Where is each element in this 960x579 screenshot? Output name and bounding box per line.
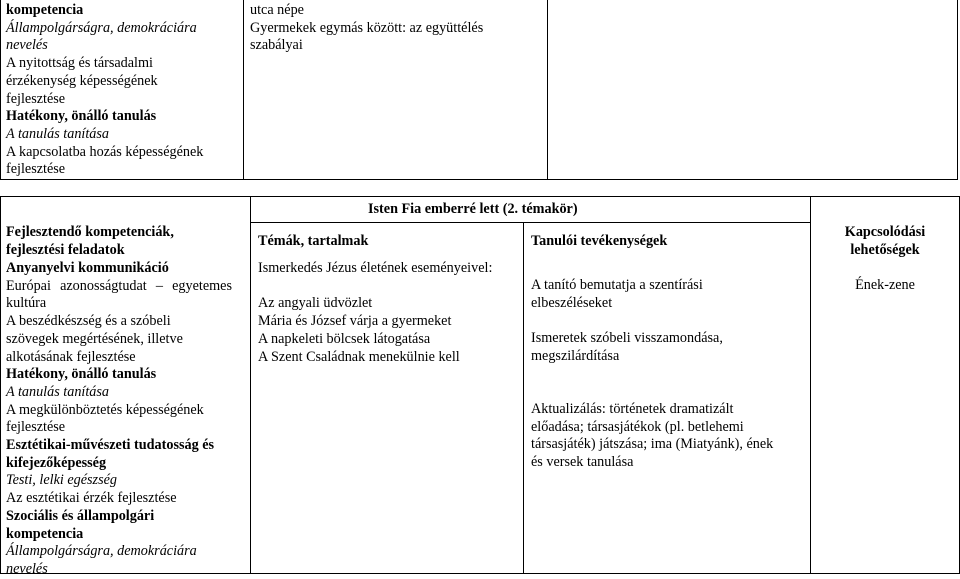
header-connections-line-2: lehetőségek bbox=[850, 241, 920, 258]
competency-line: nevelés bbox=[6, 560, 48, 577]
competency-line-word: egyetemes bbox=[172, 277, 232, 294]
topic-line: A Szent Családnak menekülnie kell bbox=[258, 348, 460, 365]
main-table-divider-3 bbox=[810, 196, 811, 574]
topic-line: Gyermekek egymás között: az együttélés bbox=[250, 19, 484, 36]
competency-line: kompetencia bbox=[6, 2, 84, 18]
top-table-divider-1 bbox=[243, 0, 244, 180]
competency-line: A megkülönböztetés képességének bbox=[6, 401, 204, 418]
competency-line: fejlesztése bbox=[6, 90, 66, 107]
top-table-right-border bbox=[957, 0, 958, 180]
connections-cell bbox=[816, 277, 954, 295]
competency-line: fejlesztése bbox=[6, 419, 66, 436]
competency-line: kultúra bbox=[6, 295, 47, 312]
competencies-cell bbox=[6, 260, 232, 579]
competency-line: alkotásának fejlesztése bbox=[6, 348, 136, 365]
header-competencies-line-2: fejlesztési feladatok bbox=[6, 241, 125, 258]
header-activities: Tanulói tevékenységek bbox=[531, 233, 668, 249]
topic-line: Az angyali üdvözlet bbox=[258, 295, 373, 312]
top-table-left-border bbox=[0, 0, 1, 180]
top-table-divider-2 bbox=[547, 0, 548, 180]
activities-cell bbox=[531, 277, 773, 472]
competency-line: fejlesztése bbox=[6, 161, 66, 178]
competency-line-word: – bbox=[155, 277, 163, 294]
competency-line: nevelés bbox=[6, 37, 48, 54]
topic-title: Isten Fia emberré lett (2. témakör) bbox=[368, 201, 578, 217]
header-topics: Témák, tartalmak bbox=[258, 233, 369, 249]
competency-line: szövegek megértésének, illetve bbox=[6, 330, 183, 347]
competency-line: érzékenység képességének bbox=[6, 72, 158, 89]
competency-line: Állampolgárságra, demokráciára bbox=[6, 543, 197, 560]
activity-line: megszilárdítása bbox=[531, 347, 620, 364]
main-table-divider-1 bbox=[250, 196, 251, 574]
competency-line: kompetencia bbox=[6, 525, 84, 542]
topic-line: Mária és József várja a gyermeket bbox=[258, 313, 452, 330]
competency-line: A kapcsolatba hozás képességének bbox=[6, 143, 204, 160]
main-table-top-border bbox=[0, 196, 960, 197]
activity-line: előadása; társasjátékok (pl. betlehemi bbox=[531, 418, 744, 435]
activity-line bbox=[531, 383, 773, 401]
title-row-bottom-border bbox=[250, 222, 810, 223]
activity-line: A tanító bemutatja a szentírási bbox=[531, 277, 703, 293]
competency-line: Állampolgárságra, demokráciára bbox=[6, 19, 197, 36]
top-table-bottom-border bbox=[0, 179, 958, 180]
main-table-left-border bbox=[0, 196, 1, 574]
competency-line: Testi, lelki egészség bbox=[6, 472, 117, 489]
activity-line bbox=[531, 366, 773, 384]
competency-line: Hatékony, önálló tanulás bbox=[6, 108, 157, 125]
competency-line: A beszédkészség és a szóbeli bbox=[6, 313, 171, 330]
competency-line: A tanulás tanítása bbox=[6, 383, 110, 400]
top-table-competencies-cell bbox=[6, 2, 203, 179]
competency-line: Hatékony, önálló tanulás bbox=[6, 366, 157, 383]
competency-line: A tanulás tanítása bbox=[6, 125, 110, 142]
competency-line-word: azonosságtudat bbox=[60, 277, 147, 294]
competency-line: Szociális és állampolgári bbox=[6, 507, 155, 524]
header-connections-line-1: Kapcsolódási bbox=[844, 224, 926, 240]
topic-line: A napkeleti bölcsek látogatása bbox=[258, 330, 431, 347]
activity-line: és versek tanulása bbox=[531, 453, 634, 470]
topic-line: Ismerkedés Jézus életének eseményeivel: bbox=[258, 260, 493, 276]
header-connections bbox=[816, 224, 954, 259]
activity-line: elbeszéléseket bbox=[531, 294, 613, 311]
competency-line bbox=[6, 278, 232, 296]
competency-line: Az esztétikai érzék fejlesztése bbox=[6, 490, 177, 507]
top-table-topics-cell bbox=[250, 2, 483, 55]
activity-line: Ismeretek szóbeli visszamondása, bbox=[531, 330, 723, 347]
connection-line: Ének-zene bbox=[855, 277, 915, 293]
activity-line: Aktualizálás: történetek dramatizált bbox=[531, 400, 734, 417]
competency-line: A nyitottság és társadalmi bbox=[6, 55, 153, 72]
competency-line: kifejezőképesség bbox=[6, 454, 107, 471]
competency-line-word: Európai bbox=[6, 277, 51, 294]
topics-cell bbox=[258, 260, 492, 366]
header-competencies bbox=[6, 224, 174, 259]
topic-line: utca népe bbox=[250, 2, 304, 18]
activity-line bbox=[531, 312, 773, 330]
activity-line: társasjáték) játszása; ima (Miatyánk), ének bbox=[531, 436, 774, 453]
main-table-divider-2 bbox=[523, 222, 524, 574]
topic-line bbox=[258, 278, 492, 296]
header-competencies-line-1: Fejlesztendő kompetenciák, bbox=[6, 224, 174, 240]
competency-line: Anyanyelvi kommunikáció bbox=[6, 260, 169, 276]
competency-line: Esztétikai-művészeti tudatosság és bbox=[6, 437, 215, 454]
topic-line: szabályai bbox=[250, 37, 303, 54]
